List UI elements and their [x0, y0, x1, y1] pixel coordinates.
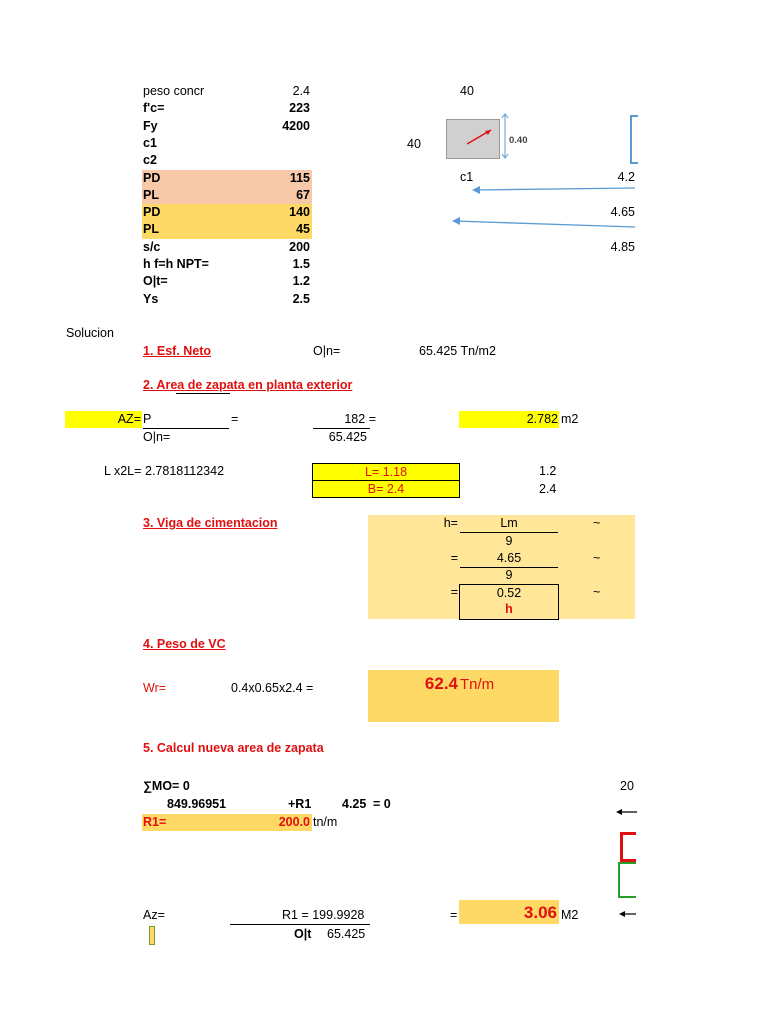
- dimension-20: 20: [620, 779, 634, 793]
- wr-value: 62.4: [424, 674, 458, 693]
- lx2l-label: L x2L=: [104, 464, 142, 478]
- az2-label: Az=: [143, 908, 165, 922]
- footing-red-sketch: [620, 832, 636, 862]
- c1-right-label: c1: [460, 170, 474, 184]
- wr-label: Wr=: [143, 681, 167, 695]
- solucion-heading: Solucion: [66, 326, 114, 340]
- equals-1: =: [450, 551, 458, 565]
- az-unit: m2: [561, 412, 579, 426]
- r1-plus: +R1: [288, 797, 312, 811]
- column-left-dimension: 40: [407, 137, 421, 151]
- param-value: 115: [289, 171, 310, 185]
- param-label: Ys: [143, 292, 159, 306]
- r1-label: R1=: [143, 815, 167, 829]
- param-label: c1: [143, 136, 157, 150]
- left-arrow-icon: [470, 184, 635, 196]
- fraction-line: [230, 924, 370, 925]
- ot-value: 65.425: [327, 927, 366, 941]
- tilde-2: ~: [593, 551, 601, 565]
- az2-unit: M2: [561, 908, 579, 922]
- l-box: [312, 463, 460, 481]
- h-label: h=: [443, 516, 458, 530]
- param-value: 45: [296, 222, 310, 236]
- step4-title: 4. Peso de VC: [143, 637, 226, 651]
- az-label: AZ=: [117, 412, 141, 426]
- param-value: 2.4: [292, 84, 310, 98]
- overline: [176, 393, 230, 394]
- step5-title: 5. Calcul nueva area de zapata: [143, 741, 324, 755]
- step2-title: 2. Area de zapata en planta exterior: [143, 378, 353, 392]
- equals-sign: =: [231, 412, 239, 426]
- footing-green-sketch: [618, 862, 636, 898]
- moment-value: 849.96951: [167, 797, 227, 811]
- left-arrow-icon: [450, 214, 635, 230]
- az2-result: 3.06: [523, 903, 557, 922]
- moment-sum: ∑MO= 0: [143, 779, 190, 793]
- param-label: s/c: [143, 240, 161, 254]
- step1-value: 65.425 Tn/m2: [419, 344, 496, 358]
- step1-symbol: О|n=: [313, 344, 341, 358]
- h-result-box: [459, 584, 559, 620]
- h-value: 0.52: [496, 586, 522, 600]
- param-label: peso concr: [143, 84, 205, 98]
- param-label: Fy: [143, 119, 158, 133]
- wr-expression: 0.4x0.65x2.4 =: [231, 681, 314, 695]
- p-numerator: P: [143, 412, 152, 426]
- numerator-182: 182 =: [344, 412, 376, 426]
- wr-unit: Tn/m: [460, 676, 495, 693]
- param-label: PD: [143, 205, 161, 219]
- param-label: PL: [143, 222, 159, 236]
- column-section-sketch: [446, 119, 500, 159]
- l-rounded: 1.2: [539, 464, 557, 478]
- b-box: [312, 480, 460, 498]
- denominator-symbol: О|n=: [143, 430, 171, 444]
- param-value: 1.5: [292, 257, 310, 271]
- column-dim-label: 0.40: [509, 135, 528, 146]
- nine-2: 9: [505, 568, 513, 582]
- equals-sign: =: [450, 908, 458, 922]
- param-value: 2.5: [292, 292, 310, 306]
- denominator-value: 65.425: [328, 430, 367, 444]
- b-rounded: 2.4: [539, 482, 557, 496]
- param-label: PL: [143, 188, 159, 202]
- left-arrow-icon: [615, 806, 637, 818]
- param-value: 1.2: [292, 274, 310, 288]
- cell-marker: [149, 926, 155, 945]
- nine-1: 9: [505, 534, 513, 548]
- equals-zero: = 0: [373, 797, 391, 811]
- param-label: О|t=: [143, 274, 168, 288]
- distance-4-25: 4.25: [342, 797, 367, 811]
- r1-value: 200.0: [278, 815, 310, 829]
- tilde-1: ~: [593, 516, 601, 530]
- param-label: c2: [143, 153, 157, 167]
- distance-4-2: 4.2: [617, 170, 635, 184]
- param-value: 223: [289, 101, 310, 115]
- step1-title: 1. Esf. Neto: [143, 344, 212, 358]
- distance-4-85: 4.85: [610, 240, 635, 254]
- param-value: 4200: [282, 119, 310, 133]
- param-value: 67: [296, 188, 310, 202]
- equals-2: =: [450, 585, 458, 599]
- lm-label: Lm: [500, 516, 518, 530]
- column-top-dimension: 40: [460, 84, 474, 98]
- ot-symbol: О|t: [294, 927, 312, 941]
- lx2l-value: 2.7818112342: [145, 464, 225, 478]
- step3-title: 3. Viga de cimentacion: [143, 516, 278, 530]
- r1-equation: R1 = 199.9928: [282, 908, 365, 922]
- param-value: 140: [289, 205, 310, 219]
- l-value: L= 1.18: [364, 465, 408, 479]
- az-result: 2.782: [526, 412, 558, 426]
- lm-value: 4.65: [496, 551, 522, 565]
- param-label: f'c=: [143, 101, 165, 115]
- b-value: B= 2.4: [367, 482, 405, 496]
- distance-4-65: 4.65: [610, 205, 635, 219]
- left-arrow-icon: [618, 908, 636, 920]
- param-value: 200: [289, 240, 310, 254]
- param-label: h f=h NPT=: [143, 257, 209, 271]
- h-symbol: h: [505, 602, 513, 616]
- diagonal-arrow-icon: [447, 120, 499, 158]
- beam-edge-sketch: [630, 115, 638, 164]
- param-label: PD: [143, 171, 161, 185]
- r1-unit: tn/m: [313, 815, 338, 829]
- tilde-3: ~: [593, 585, 601, 599]
